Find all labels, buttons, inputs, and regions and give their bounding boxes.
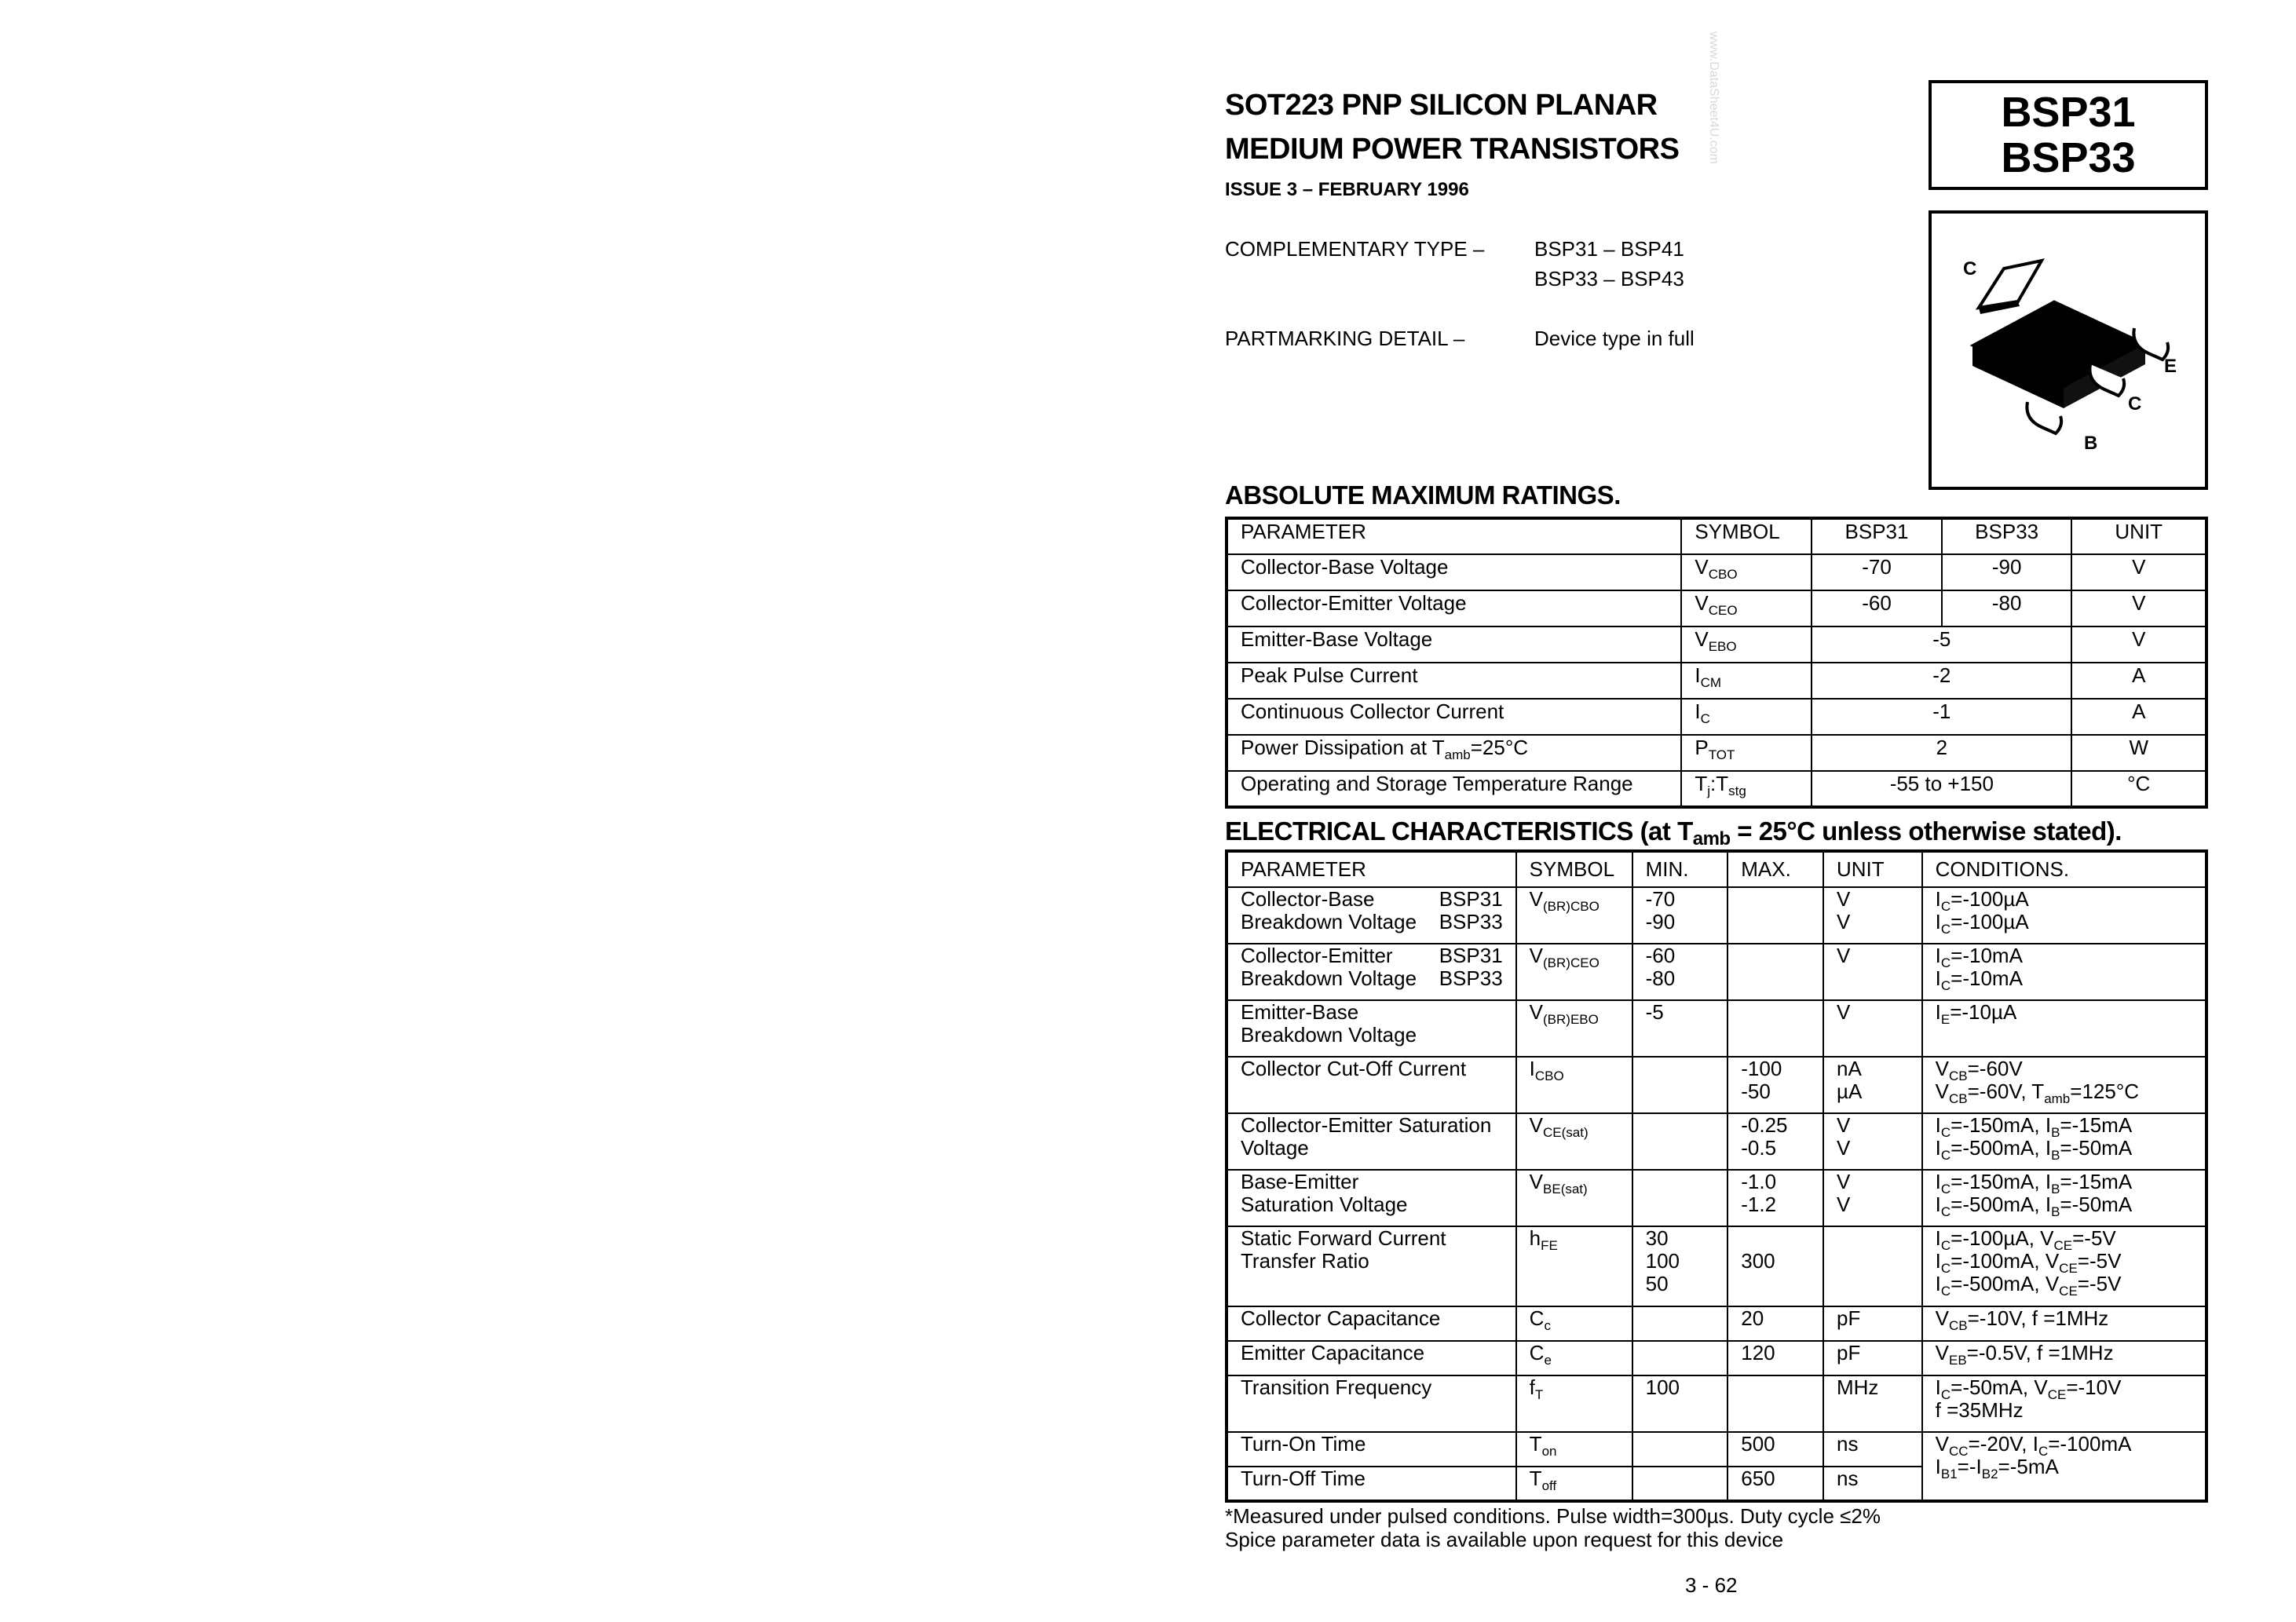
title-line-1: SOT223 PNP SILICON PLANAR xyxy=(1225,89,1658,122)
abs-unit: V xyxy=(2071,627,2206,663)
elec-param: Static Forward Current Transfer Ratio xyxy=(1227,1226,1516,1306)
elec-symbol: $C_e$ xyxy=(1516,1341,1632,1375)
elec-header-conditions: CONDITIONS. xyxy=(1922,851,2206,887)
table-row xyxy=(1227,1000,2206,1057)
abs-param: Collector-Emitter Voltage xyxy=(1227,590,1681,627)
table-row xyxy=(1227,1113,2206,1170)
abs-unit: A xyxy=(2071,663,2206,699)
elec-header-symbol: SYMBOL xyxy=(1516,851,1632,887)
elec-param: Collector Cut-Off Current xyxy=(1227,1057,1516,1113)
elec-conditions: $I_C=-150mA$, $I_B=-15mA$ $I_C=-500mA$, $I_B=-50mA$ xyxy=(1922,1170,2206,1226)
elec-max: 300 xyxy=(1727,1226,1823,1306)
elec-symbol: $V_{(BR)CBO}$ xyxy=(1516,887,1632,944)
abs-unit: °C xyxy=(2071,771,2206,807)
table-row xyxy=(1227,887,2206,944)
elec-max: 650 xyxy=(1727,1467,1823,1501)
elec-param: Collector-Emitter BSP31 Breakdown Voltage BSP33 xyxy=(1227,944,1516,1000)
issue-date: ISSUE 3 – FEBRUARY 1996 xyxy=(1225,179,1469,200)
abs-value: -55 to +150 xyxy=(1812,771,2071,807)
abs-bsp31: -70 xyxy=(1812,554,1942,590)
table-row xyxy=(1227,1375,2206,1432)
abs-symbol: $V_{EBO}$ xyxy=(1681,627,1812,663)
part-number-2: BSP33 xyxy=(2001,134,2136,181)
abs-unit: V xyxy=(2071,554,2206,590)
elec-min: -60 -80 xyxy=(1632,944,1728,1000)
elec-symbol: $V_{(BR)CEO}$ xyxy=(1516,944,1632,1000)
complementary-value-1: BSP31 – BSP41 xyxy=(1534,237,1684,261)
elec-unit: MHz xyxy=(1823,1375,1922,1432)
part-number-box xyxy=(1929,80,2208,190)
elec-header-parameter: PARAMETER xyxy=(1227,851,1516,887)
elec-conditions: $V_{CB}=-60V$ $V_{CB}=-60V$, $T_{amb}=125^\circ C$ xyxy=(1922,1057,2206,1113)
abs-param: Continuous Collector Current xyxy=(1227,699,1681,735)
table-row xyxy=(1227,663,2206,699)
table-row xyxy=(1227,627,2206,663)
abs-symbol: $I_{CM}$ xyxy=(1681,663,1812,699)
elec-min: 30 100 50 xyxy=(1632,1226,1728,1306)
abs-bsp33: -90 xyxy=(1942,554,2072,590)
elec-unit: V xyxy=(1823,944,1922,1000)
abs-param: Operating and Storage Temperature Range xyxy=(1227,771,1681,807)
elec-min xyxy=(1632,1341,1728,1375)
abs-header-bsp31: BSP31 xyxy=(1812,518,1942,554)
elec-max: -100 -50 xyxy=(1727,1057,1823,1113)
table-row xyxy=(1227,699,2206,735)
abs-symbol: $I_C$ xyxy=(1681,699,1812,735)
elec-min xyxy=(1632,1432,1728,1467)
elec-unit xyxy=(1823,1226,1922,1306)
elec-max xyxy=(1727,944,1823,1000)
elec-unit: ns xyxy=(1823,1432,1922,1467)
table-row xyxy=(1227,944,2206,1000)
elec-min xyxy=(1632,1170,1728,1226)
elec-symbol: $V_{BE(sat)}$ xyxy=(1516,1170,1632,1226)
elec-unit: pF xyxy=(1823,1341,1922,1375)
abs-param: Emitter-Base Voltage xyxy=(1227,627,1681,663)
abs-header-row xyxy=(1227,518,2206,554)
elec-param: Base-Emitter Saturation Voltage xyxy=(1227,1170,1516,1226)
elec-header-min: MIN. xyxy=(1632,851,1728,887)
pin-label-b: B xyxy=(2084,433,2098,454)
elec-min: -70 -90 xyxy=(1632,887,1728,944)
complementary-label: COMPLEMENTARY TYPE – xyxy=(1225,237,1485,261)
elec-param: Emitter-Base Breakdown Voltage xyxy=(1227,1000,1516,1057)
elec-symbol: $T_{off}$ xyxy=(1516,1467,1632,1501)
abs-value: 2 xyxy=(1812,735,2071,771)
elec-unit: ns xyxy=(1823,1467,1922,1501)
elec-symbol: $V_{CE(sat)}$ xyxy=(1516,1113,1632,1170)
abs-header-bsp33: BSP33 xyxy=(1942,518,2072,554)
abs-unit: W xyxy=(2071,735,2206,771)
elec-conditions: $V_{EB}=-0.5V$, f =1MHz xyxy=(1922,1341,2206,1375)
abs-max-table xyxy=(1225,517,2208,809)
abs-bsp31: -60 xyxy=(1812,590,1942,627)
abs-value: -2 xyxy=(1812,663,2071,699)
elec-header-unit: UNIT xyxy=(1823,851,1922,887)
elec-min xyxy=(1632,1467,1728,1501)
abs-header-symbol: SYMBOL xyxy=(1681,518,1812,554)
complementary-value-2: BSP33 – BSP43 xyxy=(1534,267,1684,290)
abs-value: -1 xyxy=(1812,699,2071,735)
footnote-pulsed: *Measured under pulsed conditions. Pulse width=300µs. Duty cycle ≤2% xyxy=(1225,1504,1881,1528)
abs-param: Collector-Base Voltage xyxy=(1227,554,1681,590)
table-row xyxy=(1227,1341,2206,1375)
pin-label-c: C xyxy=(2128,393,2142,415)
elec-conditions: $V_{CC}=-20V$, $I_C=-100mA$ $I_{B1}=-I_{B2}=-5mA$ xyxy=(1922,1432,2206,1501)
table-row xyxy=(1227,1432,2206,1467)
abs-value: -5 xyxy=(1812,627,2071,663)
table-row xyxy=(1227,1226,2206,1306)
abs-header-unit: UNIT xyxy=(2071,518,2206,554)
elec-header-row xyxy=(1227,851,2206,887)
title-line-2: MEDIUM POWER TRANSISTORS xyxy=(1225,133,1680,166)
elec-unit: V V xyxy=(1823,887,1922,944)
elec-symbol: $V_{(BR)EBO}$ xyxy=(1516,1000,1632,1057)
elec-max: -1.0 -1.2 xyxy=(1727,1170,1823,1226)
table-row xyxy=(1227,735,2206,771)
elec-min: -5 xyxy=(1632,1000,1728,1057)
elec-min xyxy=(1632,1057,1728,1113)
elec-max: 20 xyxy=(1727,1306,1823,1341)
elec-conditions: $I_C=-100\mu A$ $I_C=-100\mu A$ xyxy=(1922,887,2206,944)
abs-symbol: $V_{CBO}$ xyxy=(1681,554,1812,590)
part-number-1: BSP31 xyxy=(2001,89,2136,136)
elec-conditions: $I_C=-150mA$, $I_B=-15mA$ $I_C=-500mA$, $I_B=-50mA$ xyxy=(1922,1113,2206,1170)
elec-symbol: $I_{CBO}$ xyxy=(1516,1057,1632,1113)
abs-unit: V xyxy=(2071,590,2206,627)
elec-min: 100 xyxy=(1632,1375,1728,1432)
elec-min xyxy=(1632,1306,1728,1341)
elec-unit: nA µA xyxy=(1823,1057,1922,1113)
abs-param: Power Dissipation at $T_{amb}=25^\circ C$ xyxy=(1227,735,1681,771)
abs-max-title: ABSOLUTE MAXIMUM RATINGS. xyxy=(1225,480,1621,510)
package-drawing-box xyxy=(1929,210,2208,490)
elec-unit: V xyxy=(1823,1000,1922,1057)
elec-symbol: $h_{FE}$ xyxy=(1516,1226,1632,1306)
elec-unit: V V xyxy=(1823,1113,1922,1170)
table-row xyxy=(1227,590,2206,627)
elec-param: Turn-Off Time xyxy=(1227,1467,1516,1501)
elec-conditions: $I_C=-10mA$ $I_C=-10mA$ xyxy=(1922,944,2206,1000)
elec-symbol: $T_{on}$ xyxy=(1516,1432,1632,1467)
abs-symbol: $P_{TOT}$ xyxy=(1681,735,1812,771)
sot223-package-icon xyxy=(1932,214,2205,487)
elec-unit: pF xyxy=(1823,1306,1922,1341)
elec-symbol: $f_T$ xyxy=(1516,1375,1632,1432)
table-row xyxy=(1227,554,2206,590)
table-row xyxy=(1227,1170,2206,1226)
elec-title: ELECTRICAL CHARACTERISTICS (at $T_{amb} = 25^\circ C$ unless otherwise stated). xyxy=(1225,816,2122,849)
footnote-spice: Spice parameter data is available upon request for this device xyxy=(1225,1528,1784,1551)
elec-param: Collector Capacitance xyxy=(1227,1306,1516,1341)
pin-label-e: E xyxy=(2164,356,2177,377)
abs-bsp33: -80 xyxy=(1942,590,2072,627)
elec-conditions: $I_E=-10\mu A$ xyxy=(1922,1000,2206,1057)
abs-unit: A xyxy=(2071,699,2206,735)
elec-max xyxy=(1727,887,1823,944)
elec-symbol: $C_c$ xyxy=(1516,1306,1632,1341)
table-row xyxy=(1227,1306,2206,1341)
abs-symbol: $V_{CEO}$ xyxy=(1681,590,1812,627)
elec-conditions: $I_C=-100\mu A$, $V_{CE}=-5V$ $I_C=-100mA$, $V_{CE}=-5V$ $I_C=-500mA$, $V_{CE}=-5V$ xyxy=(1922,1226,2206,1306)
page-number: 3 - 62 xyxy=(1685,1573,1738,1597)
elec-table xyxy=(1225,849,2208,1503)
elec-max xyxy=(1727,1000,1823,1057)
elec-param: Emitter Capacitance xyxy=(1227,1341,1516,1375)
elec-param: Collector-Emitter Saturation Voltage xyxy=(1227,1113,1516,1170)
elec-param: Collector-Base BSP31 Breakdown Voltage BSP33 xyxy=(1227,887,1516,944)
elec-max xyxy=(1727,1375,1823,1432)
table-row xyxy=(1227,1057,2206,1113)
elec-min xyxy=(1632,1113,1728,1170)
elec-conditions: $I_C=-50mA$, $V_{CE}=-10V$ f =35MHz xyxy=(1922,1375,2206,1432)
elec-param: Transition Frequency xyxy=(1227,1375,1516,1432)
partmarking-label: PARTMARKING DETAIL – xyxy=(1225,327,1465,350)
elec-max: 500 xyxy=(1727,1432,1823,1467)
elec-header-max: MAX. xyxy=(1727,851,1823,887)
abs-symbol: $T_j:T_{stg}$ xyxy=(1681,771,1812,807)
abs-header-parameter: PARAMETER xyxy=(1227,518,1681,554)
watermark: www.DataSheet4U.com xyxy=(1707,31,1720,164)
elec-conditions: $V_{CB}=-10V$, f =1MHz xyxy=(1922,1306,2206,1341)
table-row xyxy=(1227,771,2206,807)
elec-unit: V V xyxy=(1823,1170,1922,1226)
pin-label-c-top: C xyxy=(1963,258,1977,279)
partmarking-value: Device type in full xyxy=(1534,327,1695,350)
elec-param: Turn-On Time xyxy=(1227,1432,1516,1467)
elec-max: -0.25 -0.5 xyxy=(1727,1113,1823,1170)
elec-max: 120 xyxy=(1727,1341,1823,1375)
abs-param: Peak Pulse Current xyxy=(1227,663,1681,699)
